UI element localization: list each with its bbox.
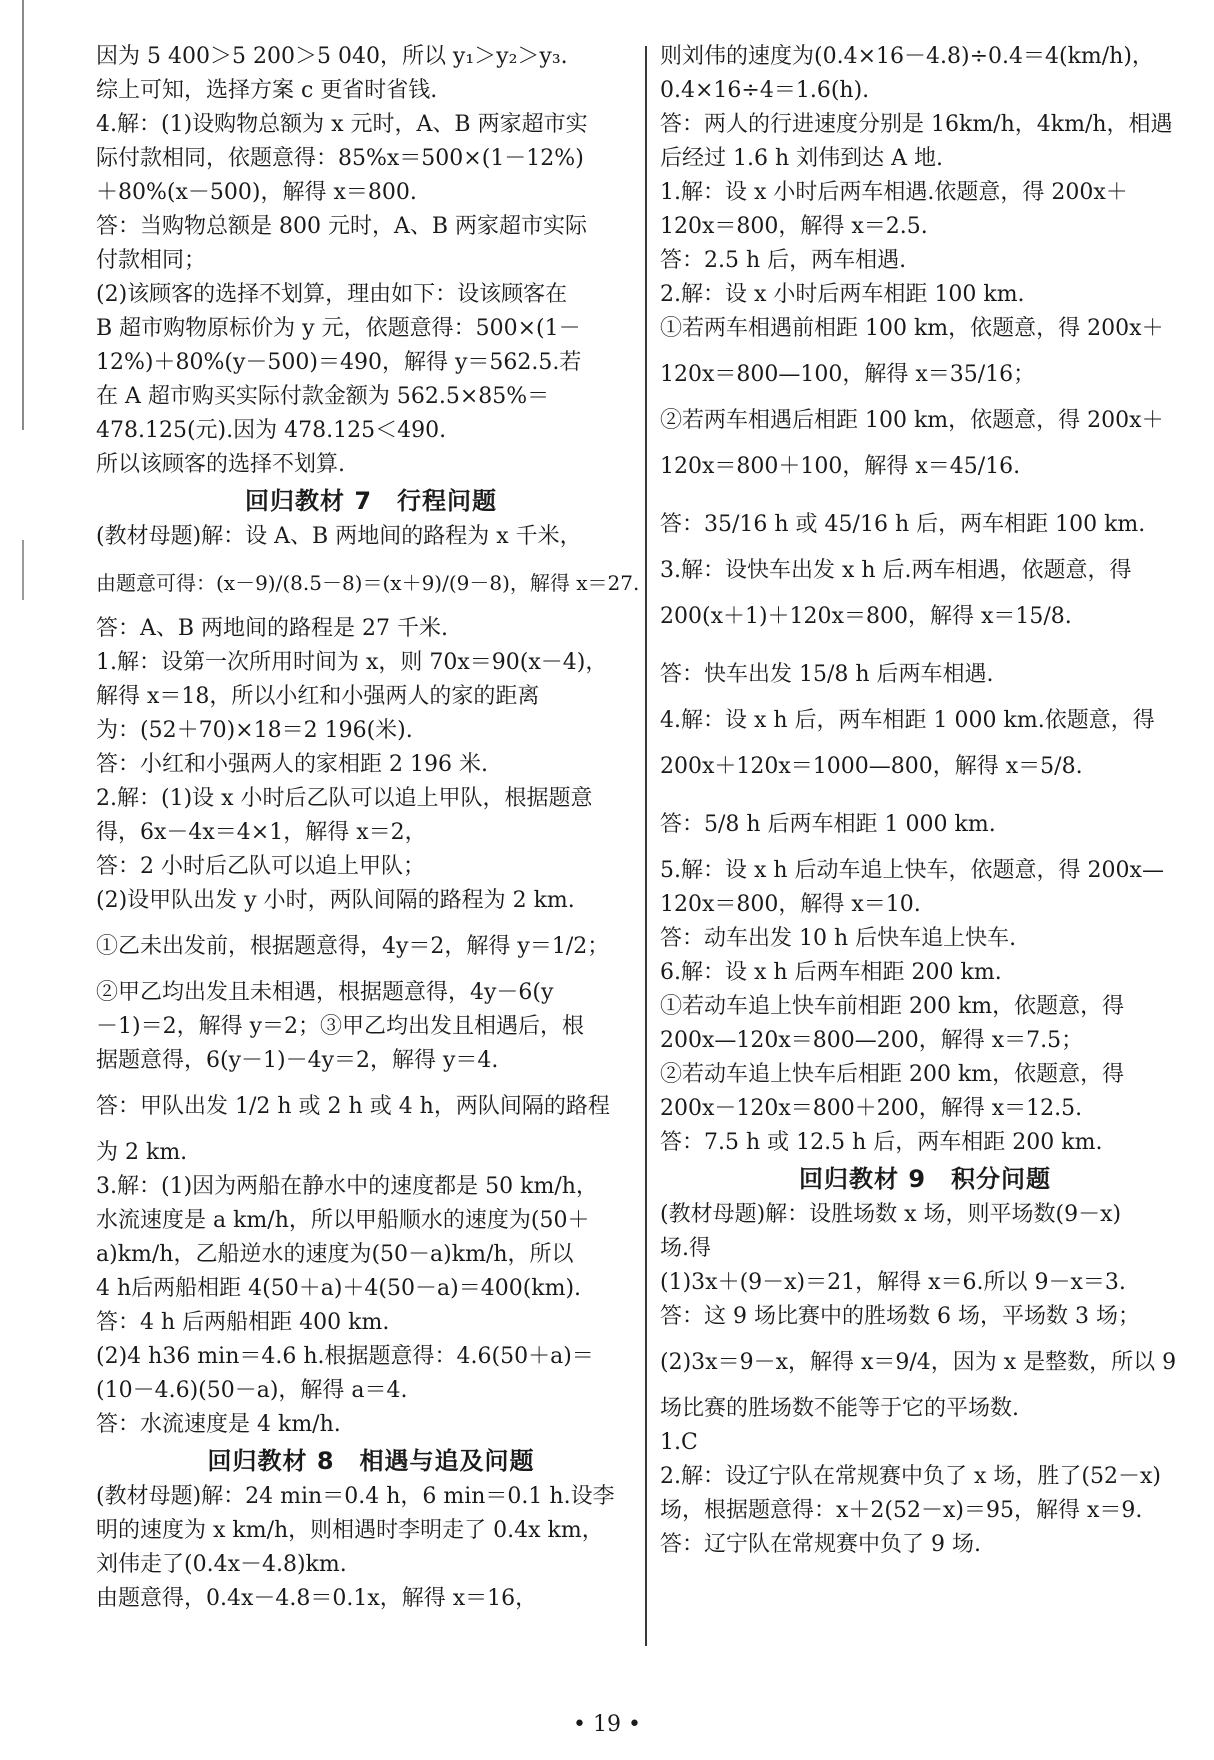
text-line: 刘伟走了(0.4x－4.8)km. bbox=[96, 1552, 347, 1577]
text-line: 0.4×16÷4＝1.6(h). bbox=[660, 78, 870, 103]
text-line: 解得 x＝18，所以小红和小强两人的家的距离 bbox=[96, 684, 540, 709]
text-line: 答：2.5 h 后，两车相遇. bbox=[660, 248, 907, 273]
text-line: 在 A 超市购买实际付款金额为 562.5×85%＝ bbox=[96, 384, 550, 409]
text-line: 答：35/16 h 或 45/16 h 后，两车相距 100 km. bbox=[660, 512, 1146, 537]
text-line: 1.解：设第一次所用时间为 x，则 70x＝90(x－4)， bbox=[96, 650, 608, 675]
text-line: B 超市购物原标价为 y 元，依题意得：500×(1－ bbox=[96, 316, 581, 341]
text-line: 12%)＋80%(y－500)＝490，解得 y＝562.5.若 bbox=[96, 350, 582, 375]
text-line: 际付款相同，依题意得：85%x＝500×(1－12%) bbox=[96, 146, 584, 171]
text-line: 5.解：设 x h 后动车追上快车，依题意，得 200x— bbox=[660, 858, 1164, 883]
text-line: 答：小红和小强两人的家相距 2 196 米. bbox=[96, 752, 488, 777]
text-line: 答：7.5 h 或 12.5 h 后，两车相距 200 km. bbox=[660, 1130, 1103, 1155]
text-line: 为：(52＋70)×18＝2 196(米). bbox=[96, 718, 413, 743]
text-line: (2)3x＝9－x，解得 x＝9/4，因为 x 是整数，所以 9 bbox=[660, 1350, 1177, 1375]
section-heading: 回归教材 8 相遇与追及问题 bbox=[207, 1447, 535, 1475]
text-line: 答：水流速度是 4 km/h. bbox=[96, 1412, 341, 1437]
text-line: 付款相同； bbox=[96, 248, 207, 273]
text-line: 答：动车出发 10 h 后快车追上快车. bbox=[660, 926, 1017, 951]
text-line: 场，根据题意得：x＋2(52－x)＝95，解得 x＝9. bbox=[660, 1498, 1143, 1523]
text-line: 478.125(元).因为 478.125＜490. bbox=[96, 418, 447, 443]
scan-edge-mark bbox=[22, 0, 24, 430]
text-line: 2.解：设 x 小时后两车相距 100 km. bbox=[660, 282, 1025, 307]
text-line: 1.解：设 x 小时后两车相遇.依题意，得 200x＋ bbox=[660, 180, 1128, 205]
text-line: 则刘伟的速度为(0.4×16－4.8)÷0.4＝4(km/h)， bbox=[660, 44, 1154, 69]
column-divider bbox=[645, 46, 647, 1646]
right-column bbox=[660, 40, 1190, 1562]
text-line: －1)＝2，解得 y＝2；③甲乙均出发且相遇后，根 bbox=[96, 1014, 584, 1039]
text-line: 答：2 小时后乙队可以追上甲队； bbox=[96, 854, 425, 879]
text-line: ＋80%(x－500)，解得 x＝800. bbox=[96, 180, 417, 205]
text-line: 场.得 bbox=[660, 1236, 711, 1261]
text-line: (2)4 h36 min＝4.6 h.根据题意得：4.6(50＋a)＝ bbox=[96, 1344, 594, 1369]
text-line: 所以该顾客的选择不划算. bbox=[96, 452, 345, 477]
text-line: 综上可知，选择方案 c 更省时省钱. bbox=[96, 78, 438, 103]
text-line: 由题意得，0.4x－4.8＝0.1x，解得 x＝16， bbox=[96, 1586, 538, 1611]
scan-edge-mark bbox=[22, 540, 24, 600]
text-line: (10－4.6)(50－a)，解得 a＝4. bbox=[96, 1378, 408, 1403]
text-line: (2)该顾客的选择不划算，理由如下：设该顾客在 bbox=[96, 282, 568, 307]
text-line: 答：快车出发 15/8 h 后两车相遇. bbox=[660, 662, 994, 687]
text-line: 明的速度为 x km/h，则相遇时李明走了 0.4x km， bbox=[96, 1518, 604, 1543]
text-line: 由题意可得：(x－9)/(8.5－8)＝(x＋9)/(9－8)，解得 x＝27. bbox=[96, 571, 640, 595]
text-line: ②若两车相遇后相距 100 km，依题意，得 200x＋ bbox=[660, 408, 1164, 433]
text-line: 答：这 9 场比赛中的胜场数 6 场，平场数 3 场； bbox=[660, 1304, 1140, 1329]
text-line: 4.解：(1)设购物总额为 x 元时，A、B 两家超市实 bbox=[96, 112, 588, 137]
text-line: (教材母题)解：24 min＝0.4 h，6 min＝0.1 h.设李 bbox=[96, 1484, 615, 1509]
text-line: 6.解：设 x h 后两车相距 200 km. bbox=[660, 960, 1002, 985]
text-line: 120x＝800，解得 x＝2.5. bbox=[660, 214, 928, 239]
text-line: 答：5/8 h 后两车相距 1 000 km. bbox=[660, 812, 996, 837]
page-number: • 19 • bbox=[573, 1712, 641, 1737]
text-line: 2.解：设辽宁队在常规赛中负了 x 场，胜了(52－x) bbox=[660, 1464, 1161, 1489]
text-line: ②甲乙均出发且未相遇，根据题意得，4y－6(y bbox=[96, 980, 554, 1005]
text-line: (2)设甲队出发 y 小时，两队间隔的路程为 2 km. bbox=[96, 888, 575, 913]
text-line: 答：A、B 两地间的路程是 27 千米. bbox=[96, 616, 449, 641]
text-line: 4 h后两船相距 4(50＋a)＋4(50－a)＝400(km). bbox=[96, 1276, 582, 1301]
text-line: ①若两车相遇前相距 100 km，依题意，得 200x＋ bbox=[660, 316, 1164, 341]
text-line: 120x＝800，解得 x＝10. bbox=[660, 892, 921, 917]
text-line: ①乙未出发前，根据题意得，4y＝2，解得 y＝1/2； bbox=[96, 934, 610, 959]
text-line: 答：甲队出发 1/2 h 或 2 h 或 4 h，两队间隔的路程 bbox=[96, 1094, 610, 1119]
text-line: (1)3x＋(9－x)＝21，解得 x＝6.所以 9－x＝3. bbox=[660, 1270, 1126, 1295]
text-line: 200x—120x＝800—200，解得 x＝7.5； bbox=[660, 1028, 1084, 1053]
text-line: 4.解：设 x h 后，两车相距 1 000 km.依题意，得 bbox=[660, 708, 1155, 733]
text-line: 2.解：(1)设 x 小时后乙队可以追上甲队，根据题意 bbox=[96, 786, 593, 811]
text-line: (教材母题)解：设胜场数 x 场，则平场数(9－x) bbox=[660, 1202, 1122, 1227]
text-line: 水流速度是 a km/h，所以甲船顺水的速度为(50＋ bbox=[96, 1208, 590, 1233]
text-line: 200(x＋1)＋120x＝800，解得 x＝15/8. bbox=[660, 604, 1072, 629]
text-line: 3.解：(1)因为两船在静水中的速度都是 50 km/h， bbox=[96, 1174, 598, 1199]
text-line: 200x＋120x＝1000—800，解得 x＝5/8. bbox=[660, 754, 1083, 779]
text-line: 答：4 h 后两船相距 400 km. bbox=[96, 1310, 390, 1335]
text-line: ②若动车追上快车后相距 200 km，依题意，得 bbox=[660, 1062, 1125, 1087]
section-heading: 回归教材 9 积分问题 bbox=[798, 1165, 1052, 1193]
text-line: 场比赛的胜场数不能等于它的平场数. bbox=[660, 1396, 1019, 1421]
text-line: 据题意得，6(y－1)－4y＝2，解得 y＝4. bbox=[96, 1048, 499, 1073]
text-line: 1.C bbox=[660, 1430, 698, 1455]
text-line: 答：两人的行进速度分别是 16km/h，4km/h，相遇 bbox=[660, 112, 1173, 137]
text-line: (教材母题)解：设 A、B 两地间的路程为 x 千米， bbox=[96, 524, 582, 549]
left-column bbox=[96, 40, 646, 1616]
text-line: 120x＝800＋100，解得 x＝45/16. bbox=[660, 454, 1021, 479]
text-line: 答：辽宁队在常规赛中负了 9 场. bbox=[660, 1532, 981, 1557]
text-line: ①若动车追上快车前相距 200 km，依题意，得 bbox=[660, 994, 1125, 1019]
text-line: 200x－120x＝800＋200，解得 x＝12.5. bbox=[660, 1096, 1083, 1121]
text-line: 120x＝800—100，解得 x＝35/16； bbox=[660, 362, 1036, 387]
text-line: a)km/h，乙船逆水的速度为(50－a)km/h，所以 bbox=[96, 1242, 574, 1267]
text-line: 答：当购物总额是 800 元时，A、B 两家超市实际 bbox=[96, 214, 588, 239]
text-line: 3.解：设快车出发 x h 后.两车相遇，依题意，得 bbox=[660, 558, 1132, 583]
section-heading: 回归教材 7 行程问题 bbox=[244, 487, 498, 515]
text-line: 为 2 km. bbox=[96, 1140, 188, 1165]
text-line: 得，6x－4x＝4×1，解得 x＝2， bbox=[96, 820, 427, 845]
text-line: 因为 5 400＞5 200＞5 040，所以 y₁＞y₂＞y₃. bbox=[96, 44, 568, 69]
text-line: 后经过 1.6 h 刘伟到达 A 地. bbox=[660, 146, 944, 171]
